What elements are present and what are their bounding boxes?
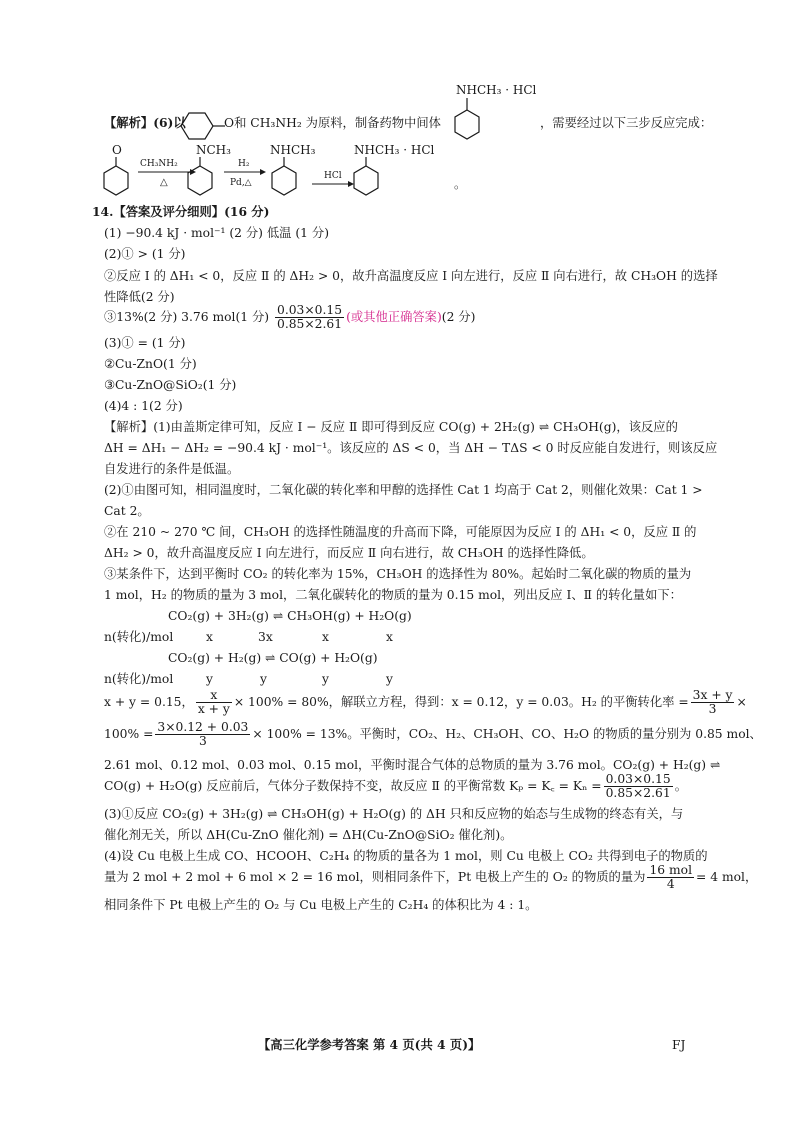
analysis-6-intro-a: 【解析】(6)以 (104, 115, 186, 130)
q14-answer-2-2-line2: 性降低(2 分) (104, 290, 175, 304)
analysis-p1-line3: 自发进行的条件是低温。 (104, 462, 240, 476)
q14-answer-2-2-line1: ②反应 Ⅰ 的 ΔH₁ < 0，反应 Ⅱ 的 ΔH₂ > 0，故升高温度反应 Ⅰ 向左进行，反应 Ⅱ 向右进行，故 CH₃OH 的选择 (104, 269, 718, 283)
analysis-p6-line3: 相同条件下 Pt 电极上产生的 O₂ 与 Cu 电极上产生的 C₂H₄ 的体积比为 4 : 1。 (104, 898, 538, 912)
salt-label: NHCH₃ · HCl (354, 143, 435, 157)
scheme-end-mark: 。 (454, 177, 467, 191)
analysis-p1-line1: 【解析】(1)由盖斯定律可知，反应 Ⅰ − 反应 Ⅱ 即可得到反应 CO(g) + 2H₂(g) ⇌ CH₃OH(g)，该反应的 (104, 420, 678, 434)
alt-answer-note: (或其他正确答案) (346, 310, 442, 324)
reaction-2-value-h2o: y (386, 672, 393, 686)
q14-answer-3-2: ②Cu-ZnO(1 分) (104, 357, 197, 371)
target-molecule-structure (448, 78, 548, 146)
ring-1 (104, 166, 128, 195)
reaction-1-row-label: n(转化)/mol (104, 630, 174, 644)
analysis-p5-line1: (3)①反应 CO₂(g) + 3H₂(g) ⇌ CH₃OH(g) + H₂O(g) 的 ΔH 只和反应物的始态与生成物的终态有关，与 (104, 807, 684, 821)
footer-page-info: 【高三化学参考答案 第 4 页(共 4 页)】 (258, 1037, 481, 1052)
reaction-1-value-ch3oh: x (322, 630, 329, 644)
q14-answer-2-1: (2)① > (1 分) (104, 247, 186, 261)
analysis-6-intro-c: ，需要经过以下三步反应完成： (540, 116, 713, 130)
ring-3 (272, 166, 296, 195)
h2-conversion-fraction: $\frac{3x + y}{3}$ (692, 688, 733, 716)
step3-reagent: HCl (324, 171, 342, 181)
oxygen-amount-fraction: $\frac{\text{16 mol}}{4}$ (649, 863, 693, 891)
reaction-2-equation: CO₂(g) + H₂(g) ⇌ CO(g) + H₂O(g) (168, 651, 378, 665)
analysis-p5-line2: 催化剂无关，所以 ΔH(Cu-ZnO 催化剂) = ΔH(Cu-ZnO@SiO₂ 催化剂)。 (104, 828, 513, 842)
calc-line-1: x + y = 0.15， $\frac{x}{x + y}$ × 100% = 80%，解联立方程，得到：x = 0.12，y = 0.03。H₂ 的平衡转化率 = $\frac{3x + y}{3}$ × (104, 688, 747, 716)
amine-label: NHCH₃ (270, 143, 316, 157)
step2-condition: Pd,△ (230, 178, 252, 188)
q14-answer-2-3-fraction: $\frac{0.03\times 0.15}{0.85\times 2.61}$ (277, 303, 343, 331)
q14-answer-3-3: ③Cu-ZnO@SiO₂(1 分) (104, 378, 237, 392)
ring-4 (354, 166, 378, 195)
analysis-p6-line1: (4)设 Cu 电极上生成 CO、HCOOH、C₂H₄ 的物质的量各为 1 mol，则 Cu 电极上 CO₂ 共得到电子的物质的 (104, 849, 708, 863)
analysis-p2-line2: Cat 2。 (104, 504, 150, 518)
selectivity-fraction: $\frac{x}{x + y}$ (197, 688, 230, 716)
imine-label: NCH₃ (196, 143, 231, 157)
reaction-2-row-label: n(转化)/mol (104, 672, 174, 686)
reaction-scheme (100, 140, 480, 202)
target-molecule-label: NHCH₃ · HCl (456, 83, 537, 97)
q14-answer-4: (4)4 : 1(2 分) (104, 399, 183, 413)
calc-line-3: 2.61 mol、0.12 mol、0.03 mol、0.15 mol，平衡时混合气体的总物质的量为 3.76 mol。CO₂(g) + H₂(g) ⇌ (104, 758, 721, 772)
reaction-2-value-co2: y (206, 672, 213, 686)
reaction-2-value-h2: y (260, 672, 267, 686)
analysis-p4-line2: 1 mol，H₂ 的物质的量为 3 mol，二氧化碳转化的物质的量为 0.15 mol，列出反应 Ⅰ、Ⅱ 的转化量如下： (104, 588, 682, 602)
analysis-p2-line1: (2)①由图可知，相同温度时，二氧化碳的转化率和甲醇的选择性 Cat 1 均高于 Cat 2，则催化效果：Cat 1 > (104, 483, 703, 497)
calc-line-4: CO(g) + H₂O(g) 反应前后，气体分子数保持不变，故反应 Ⅱ 的平衡常数 Kₚ = K꜀ = Kₙ = $\frac{0.03\times 0.15}{0.85\times 2.61}$ 。 (104, 772, 687, 800)
analysis-p1-line2: ΔH = ΔH₁ − ΔH₂ = −90.4 kJ · mol⁻¹。该反应的 ΔS < 0，当 ΔH − TΔS < 0 时反应能自发进行，则该反应 (104, 441, 718, 455)
reaction-1-value-h2: 3x (258, 630, 273, 644)
q14-answer-1: (1) −90.4 kJ · mol⁻¹ (2 分) 低温 (1 分) (104, 226, 330, 240)
analysis-p3-line1: ②在 210 ~ 270 ℃ 间，CH₃OH 的选择性随温度的升高而下降，可能原因为反应 Ⅰ 的 ΔH₁ < 0，反应 Ⅱ 的 (104, 525, 697, 539)
analysis-6-intro-b: O和 CH₃NH₂ 为原料，制备药物中间体 (224, 116, 441, 130)
calc-line-2: 100% = $\frac{3\times 0.12 + 0.03}{3}$ × 100% = 13%。平衡时，CO₂、H₂、CH₃OH、CO、H₂O 的物质的量分别为 0.85 mol、 (104, 720, 762, 748)
reaction-1-equation: CO₂(g) + 3H₂(g) ⇌ CH₃OH(g) + H₂O(g) (168, 609, 412, 623)
q14-answer-2-3: ③13%(2 分) 3.76 mol(1 分) $\frac{0.03\times 0.15}{0.85\times 2.61}$ (或其他正确答案)(2 分) (104, 303, 476, 331)
q14-header: 14.【答案及评分细则】(16 分) (92, 204, 270, 219)
step1-condition: △ (160, 177, 168, 188)
analysis-p3-line2: ΔH₂ > 0，故升高温度反应 Ⅰ 向左进行，而反应 Ⅱ 向右进行，故 CH₃OH 的选择性降低。 (104, 546, 594, 560)
q14-answer-3-1: (3)① = (1 分) (104, 336, 186, 350)
ketone-o-label: O (112, 143, 122, 157)
reaction-1-value-h2o: x (386, 630, 393, 644)
analysis-p4-line1: ③某条件下，达到平衡时 CO₂ 的转化率为 15%，CH₃OH 的选择性为 80%。起始时二氧化碳的物质的量为 (104, 567, 692, 581)
equilibrium-constant-fraction: $\frac{0.03\times 0.15}{0.85\times 2.61}$ (605, 772, 671, 800)
ring-2 (188, 166, 212, 195)
footer-code: FJ (672, 1038, 686, 1052)
reaction-2-value-co: y (322, 672, 329, 686)
analysis-p6-line2: 量为 2 mol + 2 mol + 6 mol × 2 = 16 mol，则相同条件下，Pt 电极上产生的 O₂ 的物质的量为 $\frac{\text{16 mol}}{4}$ = 4 mol， (104, 863, 758, 891)
step2-reagent: H₂ (238, 159, 250, 169)
step1-reagent: CH₃NH₂ (140, 159, 178, 169)
reaction-1-value-co2: x (206, 630, 213, 644)
h2-conversion-value-fraction: $\frac{3\times 0.12 + 0.03}{3}$ (157, 720, 249, 748)
